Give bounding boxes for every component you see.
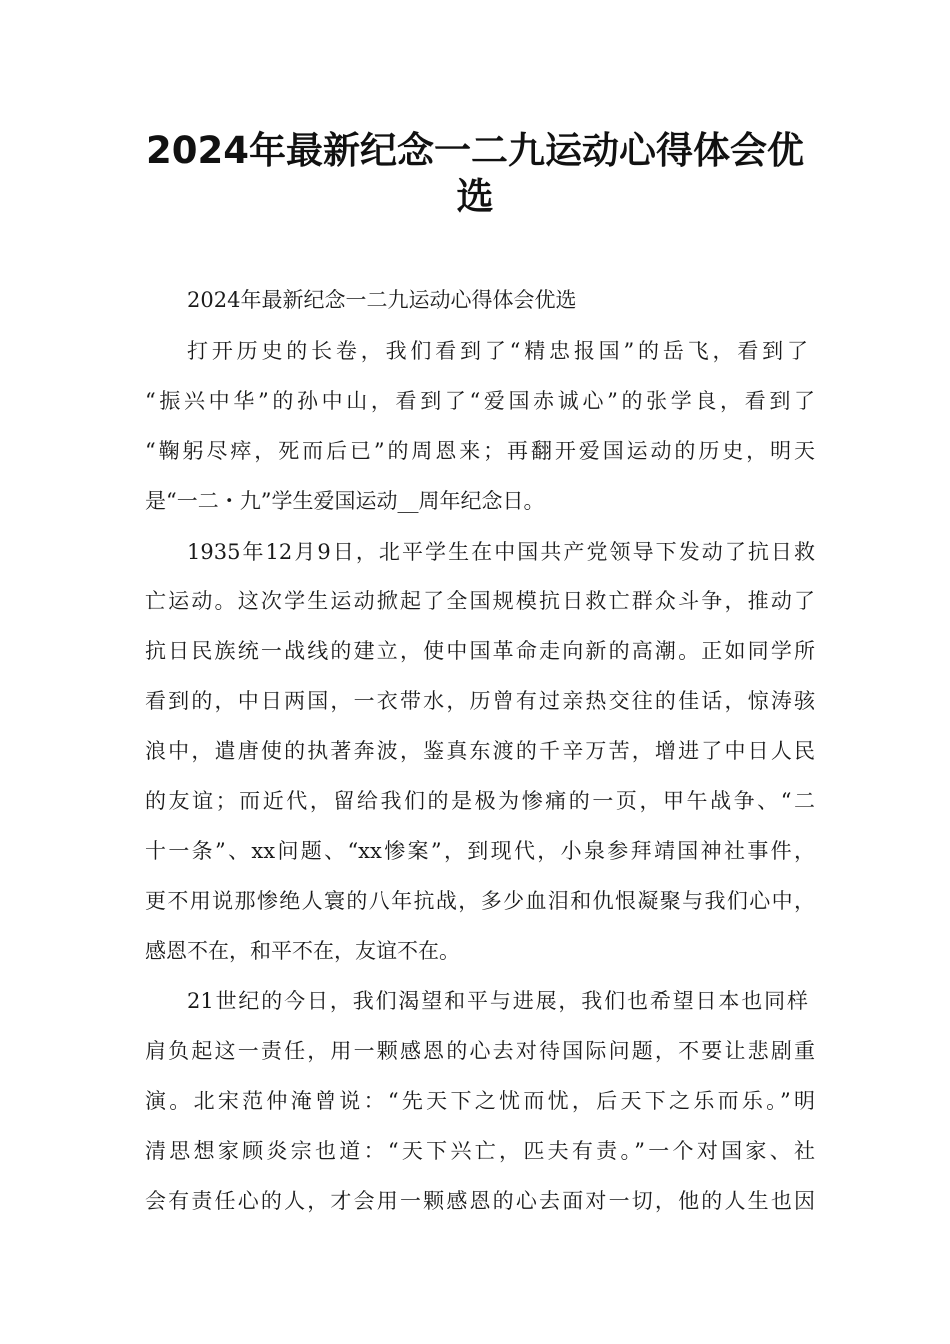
paragraph-3-line-2: 肩负起这一责任，用一颗感恩的心去对待国际问题，不要让悲剧重	[145, 1039, 815, 1063]
paragraph-2-line-8: 更不用说那惨绝人寰的八年抗战，多少血泪和仇恨凝聚与我们心中，	[145, 889, 815, 913]
paragraph-2-line-5: 浪中，遣唐使的执著奔波，鉴真东渡的千辛万苦，增进了中日人民	[145, 739, 815, 763]
paragraph-2-line-6: 的友谊；而近代，留给我们的是极为惨痛的一页，甲午战争、“二	[145, 789, 815, 813]
paragraph-2-line-4: 看到的，中日两国，一衣带水，历曾有过亲热交往的佳话，惊涛骇	[145, 689, 815, 713]
paragraph-3-line-4: 清思想家顾炎宗也道：“天下兴亡，匹夫有责。”一个对国家、社	[145, 1139, 815, 1163]
paragraph-1-line-3: “鞠躬尽瘁，死而后已”的周恩来；再翻开爱国运动的历史，明天	[145, 439, 815, 463]
paragraph-3-line-5: 会有责任心的人，才会用一颗感恩的心去面对一切，他的人生也因	[145, 1189, 815, 1213]
paragraph-3-line-3: 演。北宋范仲淹曾说：“先天下之忧而忧，后天下之乐而乐。”明	[145, 1089, 815, 1113]
paragraph-1-line-2: “振兴中华”的孙中山，看到了“爱国赤诚心”的张学良，看到了	[145, 389, 815, 413]
paragraph-2-line-2: 亡运动。这次学生运动掀起了全国规模抗日救亡群众斗争，推动了	[145, 589, 815, 613]
paragraph-3-line-1: 21世纪的今日，我们渴望和平与进展，我们也希望日本也同样	[187, 989, 808, 1013]
paragraph-1-line-4: 是“一二・九”学生爱国运动__周年纪念日。	[145, 489, 545, 513]
document-title-line-1: 2024年最新纪念一二九运动心得体会优	[146, 129, 804, 172]
paragraph-2-line-9: 感恩不在，和平不在，友谊不在。	[145, 939, 460, 963]
paragraph-1-line-1: 打开历史的长卷，我们看到了“精忠报国”的岳飞，看到了	[187, 339, 808, 363]
paragraph-2-line-1: 1935年12月9日，北平学生在中国共产党领导下发动了抗日救	[187, 540, 815, 564]
document-title-line-2: 选	[456, 175, 494, 218]
paragraph-2-line-7: 十一条”、xx问题、“xx惨案”，到现代，小泉参拜靖国神社事件，	[145, 839, 815, 863]
paragraph-2-line-3: 抗日民族统一战线的建立，使中国革命走向新的高潮。正如同学所	[145, 639, 815, 663]
document-subtitle: 2024年最新纪念一二九运动心得体会优选	[187, 288, 577, 312]
